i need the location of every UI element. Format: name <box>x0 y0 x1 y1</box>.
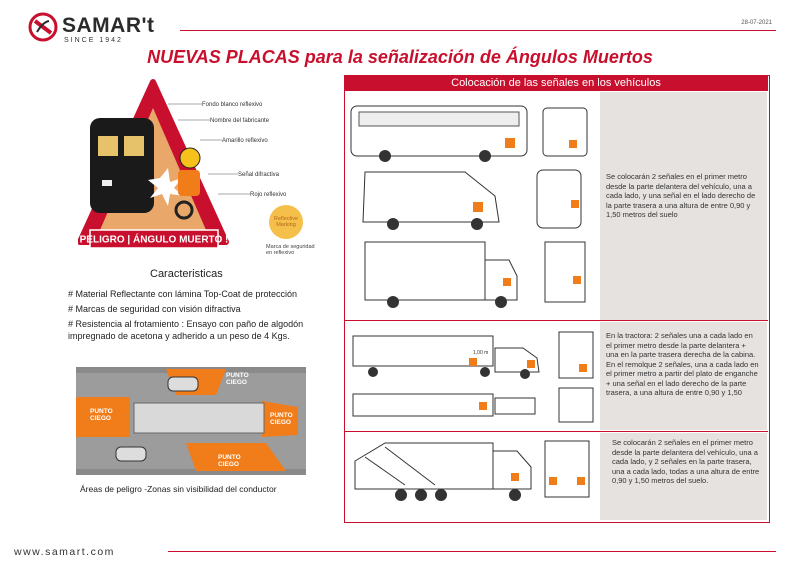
sign-banner-text: PELIGRO | ÁNGULO MUERTO ! <box>79 234 229 246</box>
characteristics-list <box>68 288 348 345</box>
zone-label: PUNTO CIEGO <box>90 408 113 423</box>
label-difractiva: Señal difractiva <box>238 172 280 178</box>
car-icon <box>168 377 198 391</box>
warning-sign-figure <box>78 70 328 270</box>
logo-icon <box>28 12 58 42</box>
sign-marker <box>473 202 483 212</box>
car-icon <box>116 447 146 461</box>
characteristic-item: # Material Reflectante con lámina Top-Coat de protección <box>68 289 297 299</box>
sign-marker <box>569 140 577 148</box>
zone-label: PUNTO CIEGO <box>218 454 241 469</box>
row-divider <box>344 431 768 432</box>
diagram-caption: Áreas de peligro -Zonas sin visibilidad del conductor <box>80 484 277 494</box>
sign-marker <box>549 477 557 485</box>
cyclist-icon <box>180 148 200 168</box>
sign-marker <box>479 402 487 410</box>
label-fondo: Fondo blanco reflexivo <box>202 102 263 108</box>
dump-truck-rear-icon <box>545 441 589 497</box>
dump-truck-icon <box>355 443 493 489</box>
sign-marker <box>511 473 519 481</box>
measure-label: 1,00 m <box>473 350 489 356</box>
label-marca: Marca de seguridad en reflexivo <box>266 244 315 257</box>
document-date: 28-07-2021 <box>741 20 772 26</box>
placement-row-1-text: Se colocarán 2 señales en el primer metro desde la parte delantera del vehículo, una a cada lado, y una señal en el lado derecho de la parte trasera a una altura de entre 0,90 y 1,50 metros del suelo <box>606 172 756 219</box>
label-amarillo: Amarillo reflexivo <box>222 138 268 144</box>
brand-name: SAMAR't <box>62 14 155 37</box>
sign-marker <box>527 360 535 368</box>
sign-marker <box>503 278 511 286</box>
zone-label: PUNTO CIEGO <box>270 412 293 427</box>
trailer-rear-icon <box>559 332 593 378</box>
characteristic-item: # Marcas de seguridad con visión difractiva <box>68 304 241 314</box>
placement-row-3-illustration <box>345 433 599 521</box>
brand-logo <box>28 12 198 48</box>
placement-row-2-text: En la tractora: 2 señales una a cada lado en el primer metro desde la parte delantera + una en la parte trasera derecha de la cabina. En el remolque 2 señales, una a cada lado en el primer metro a partir del plato de enganche + una señal en el lado derecho de la parte trasera, a una altura de entre 0,90 y 1,50 <box>606 331 759 397</box>
label-rojo: Rojo reflexivo <box>250 192 287 198</box>
placement-row-1-illustration <box>345 92 599 320</box>
page-title: NUEVAS PLACAS para la señalización de Ángulos Muertos <box>147 47 653 67</box>
label-nombre: Nombre del fabricante <box>210 118 270 124</box>
truck-side-icon <box>365 242 485 300</box>
badge-text: Reflective Marking <box>273 216 299 229</box>
van-side-icon <box>363 172 499 222</box>
characteristics-title: Caracteristicas <box>150 268 223 280</box>
blind-spot-diagram <box>76 367 306 475</box>
footer-website-link[interactable]: www.samart.com <box>14 546 115 558</box>
tractor-front-icon <box>559 388 593 422</box>
row-divider <box>344 320 768 321</box>
placement-header: Colocación de las señales en los vehículos <box>344 75 768 91</box>
sign-marker <box>505 138 515 148</box>
sign-marker <box>579 364 587 372</box>
characteristic-item: # Resistencia al frotamiento : Ensayo con paño de algodón impregnado de acetona y adherido a un peso de 4 Kgs. <box>68 319 304 341</box>
van-rear-icon <box>537 170 581 228</box>
van-icon <box>90 118 154 213</box>
sign-marker <box>469 358 477 366</box>
placement-row-3-text: Se colocarán 2 señales en el primer metro desde la parte delantera del vehículo, una a cada lado, y 2 señales en la parte trasera, una a cada lado, todas a una altura de entre 0,90 y 1,50 metros del suelo. <box>612 438 760 485</box>
sign-marker <box>573 276 581 284</box>
zone-label: PUNTO CIEGO <box>226 372 249 387</box>
truck-icon <box>134 403 264 433</box>
brand-since: SINCE 1942 <box>64 37 123 44</box>
sign-marker <box>571 200 579 208</box>
trailer-top-icon <box>353 394 493 416</box>
sign-marker <box>577 477 585 485</box>
header-rule <box>180 30 776 31</box>
truck-rear-icon <box>545 242 585 302</box>
placement-row-2-illustration <box>345 322 599 430</box>
footer-rule <box>168 551 776 552</box>
bus-rear-icon <box>543 108 587 156</box>
